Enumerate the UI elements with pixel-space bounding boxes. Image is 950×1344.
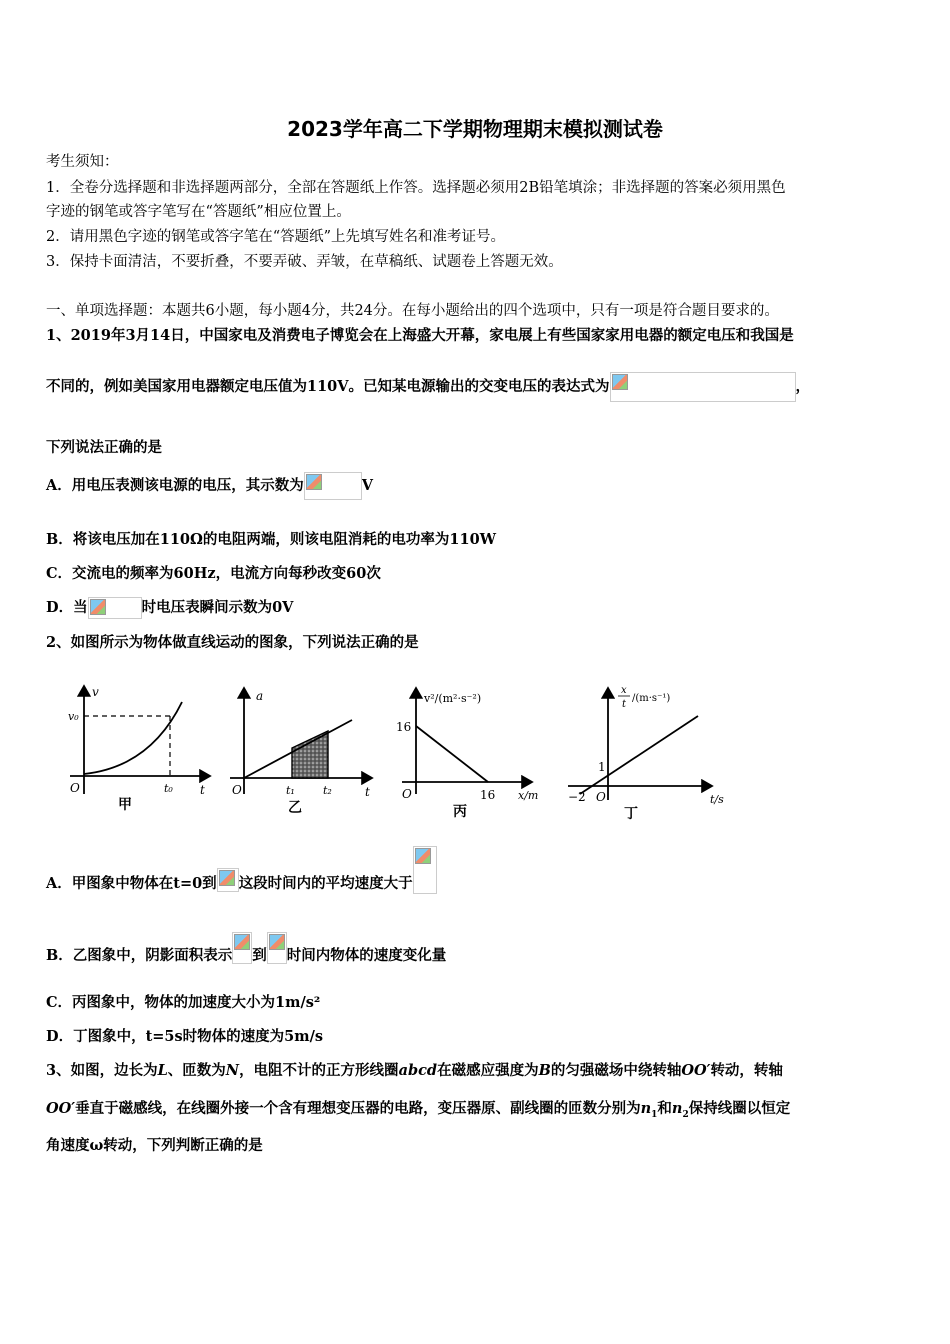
notice-item-3: 3．保持卡面清洁，不要折叠，不要弄破、弄皱，在草稿纸、试题卷上答题无效。 — [46, 254, 563, 270]
q1-option-c: C．交流电的频率为60Hz，电流方向每秒改变60次 — [46, 565, 381, 582]
notice-item-2: 2．请用黑色字迹的钢笔或答字笔在“答题纸”上先填写姓名和准考证号。 — [46, 229, 506, 245]
q3-text: 、匝数为 — [167, 1062, 226, 1079]
q2-option-b-text: B．乙图象中，阴影面积表示 — [46, 947, 233, 964]
graph-bing — [396, 688, 538, 820]
q2-option-a-text-2: 这段时间内的平均速度大于 — [238, 875, 413, 892]
graph-yi — [230, 688, 372, 816]
notice-item-1-cont: 字迹的钢笔或答字笔写在“答题纸”相应位置上。 — [46, 204, 351, 220]
graph-ding — [568, 685, 724, 822]
jia-xlabel: t — [200, 783, 205, 797]
yi-caption: 乙 — [288, 800, 302, 816]
q2-stem: 2、如图所示为物体做直线运动的图象，下列说法正确的是 — [46, 634, 419, 651]
graph-jia — [68, 685, 210, 813]
yi-shaded-area — [292, 731, 328, 778]
q2-option-a-text: A．甲图象中物体在t=0到 — [46, 875, 217, 892]
q3-line-1 — [46, 1061, 783, 1081]
formula-image-icon — [413, 846, 437, 894]
notice-item-1: 1．全卷分选择题和非选择题两部分，全部在答题纸上作答。选择题必须用2B铅笔填涂；非选择题的答案必须用黑色 — [46, 180, 786, 196]
bing-caption: 丙 — [453, 804, 467, 820]
q2-option-d: D．丁图象中，t=5s时物体的速度为5m/s — [46, 1028, 324, 1045]
q2-option-a — [46, 846, 437, 894]
bing-xlabel: x/m — [518, 789, 539, 802]
q3-text: 保持线圈以恒定 — [688, 1100, 791, 1117]
q1-line-2 — [46, 372, 810, 402]
jia-v0-label: v₀ — [68, 710, 79, 723]
formula-image-icon — [88, 597, 142, 619]
q3-var-N: N — [225, 1062, 240, 1079]
q3-line-3: 角速度ω转动，下列判断正确的是 — [46, 1137, 263, 1154]
formula-image-icon — [304, 472, 362, 500]
ding-ylabel-top: x — [621, 685, 627, 696]
yi-t1-label: t₁ — [286, 784, 295, 797]
yi-t2-label: t₂ — [323, 784, 332, 797]
jia-caption: 甲 — [118, 797, 132, 813]
yi-xlabel: t — [365, 785, 370, 799]
jia-origin: O — [70, 781, 80, 795]
q3-text: ，电阻不计的正方形线圈 — [239, 1062, 399, 1079]
q1-line-1: 1、2019年3月14日，中国家电及消费电子博览会在上海盛大开幕，家电展上有些国家家用电器的额定电压和我国是 — [46, 327, 794, 344]
ding-xneg: −2 — [568, 790, 586, 804]
q2-figures — [60, 682, 740, 827]
q3-text: 垂直于磁感线，在线圈外接一个含有理想变压器的电路，变压器原、副线圈的匝数分别为 — [75, 1100, 641, 1117]
ding-ylabel-unit: /(m·s⁻¹) — [632, 693, 671, 704]
formula-image-icon — [232, 932, 252, 964]
q1-line-2-end: ， — [795, 378, 811, 395]
bing-x16: 16 — [480, 788, 496, 802]
q2-option-c: C．丙图象中，物体的加速度大小为1m/s² — [46, 994, 321, 1011]
q3-var-n1-sub: 1 — [651, 1109, 658, 1120]
q3-var-OO: OO′ — [681, 1062, 711, 1079]
jia-curve — [84, 702, 182, 774]
ding-caption: 丁 — [624, 806, 638, 822]
q3-var-abcd: abcd — [398, 1062, 438, 1079]
q2-option-b — [46, 930, 446, 966]
bing-origin: O — [402, 787, 412, 801]
notice-heading: 考生须知： — [46, 154, 119, 170]
q3-text: 的匀强磁场中绕转轴 — [550, 1062, 682, 1079]
ding-ylabel-bot: t — [622, 699, 627, 710]
jia-ylabel: v — [92, 685, 99, 699]
q3-line-2 — [46, 1099, 790, 1125]
page-title: 2023学年高二下学期物理期末模拟测试卷 — [287, 117, 663, 141]
q2-option-b-text-2: 到 — [252, 947, 267, 964]
q3-var-n2-sub: 2 — [682, 1109, 689, 1120]
q1-line-3: 下列说法正确的是 — [46, 439, 162, 456]
ding-origin: O — [596, 790, 606, 804]
bing-line — [416, 726, 488, 782]
q3-text: 3、如图，边长为 — [46, 1062, 158, 1079]
formula-image-icon — [217, 868, 239, 892]
q3-text: 转动，转轴 — [710, 1062, 783, 1079]
q3-var-OO: OO′ — [46, 1100, 76, 1117]
section-1-heading: 一、单项选择题：本题共6小题，每小题4分，共24分。在每小题给出的四个选项中，只有一项是符合题目要求的。 — [46, 303, 779, 319]
ding-y1: 1 — [598, 760, 606, 774]
yi-ylabel: a — [256, 689, 264, 703]
q2-option-b-text-3: 时间内物体的速度变化量 — [286, 947, 447, 964]
q1-option-a-unit: V — [361, 477, 374, 494]
ding-xlabel: t/s — [710, 793, 724, 806]
q1-option-b: B．将该电压加在110Ω的电阻两端，则该电阻消耗的电功率为110W — [46, 531, 496, 548]
jia-t0-label: t₀ — [164, 782, 173, 795]
yi-origin: O — [232, 783, 242, 797]
q3-var-B: B — [538, 1062, 551, 1079]
q1-option-d-end: 时电压表瞬间示数为0V — [141, 599, 294, 616]
bing-y16: 16 — [396, 720, 412, 734]
q3-var-L: L — [157, 1062, 168, 1079]
q1-option-a — [46, 472, 373, 500]
q3-text: 在磁感应强度为 — [437, 1062, 539, 1079]
formula-image-icon — [267, 932, 287, 964]
q1-option-d — [46, 597, 293, 619]
formula-image-icon — [610, 372, 796, 402]
q3-var-n2: n — [671, 1100, 683, 1117]
ding-line — [580, 716, 698, 794]
q1-option-d-text: D．当 — [46, 599, 88, 616]
q1-option-a-text: A．用电压表测该电源的电压，其示数为 — [46, 477, 304, 494]
bing-ylabel: v²/(m²·s⁻²) — [424, 692, 482, 705]
q1-line-2-text: 不同的，例如美国家用电器额定电压值为110V。已知某电源输出的交变电压的表达式为 — [46, 378, 610, 395]
q3-var-n1: n — [640, 1100, 652, 1117]
q3-text: 和 — [657, 1100, 672, 1117]
